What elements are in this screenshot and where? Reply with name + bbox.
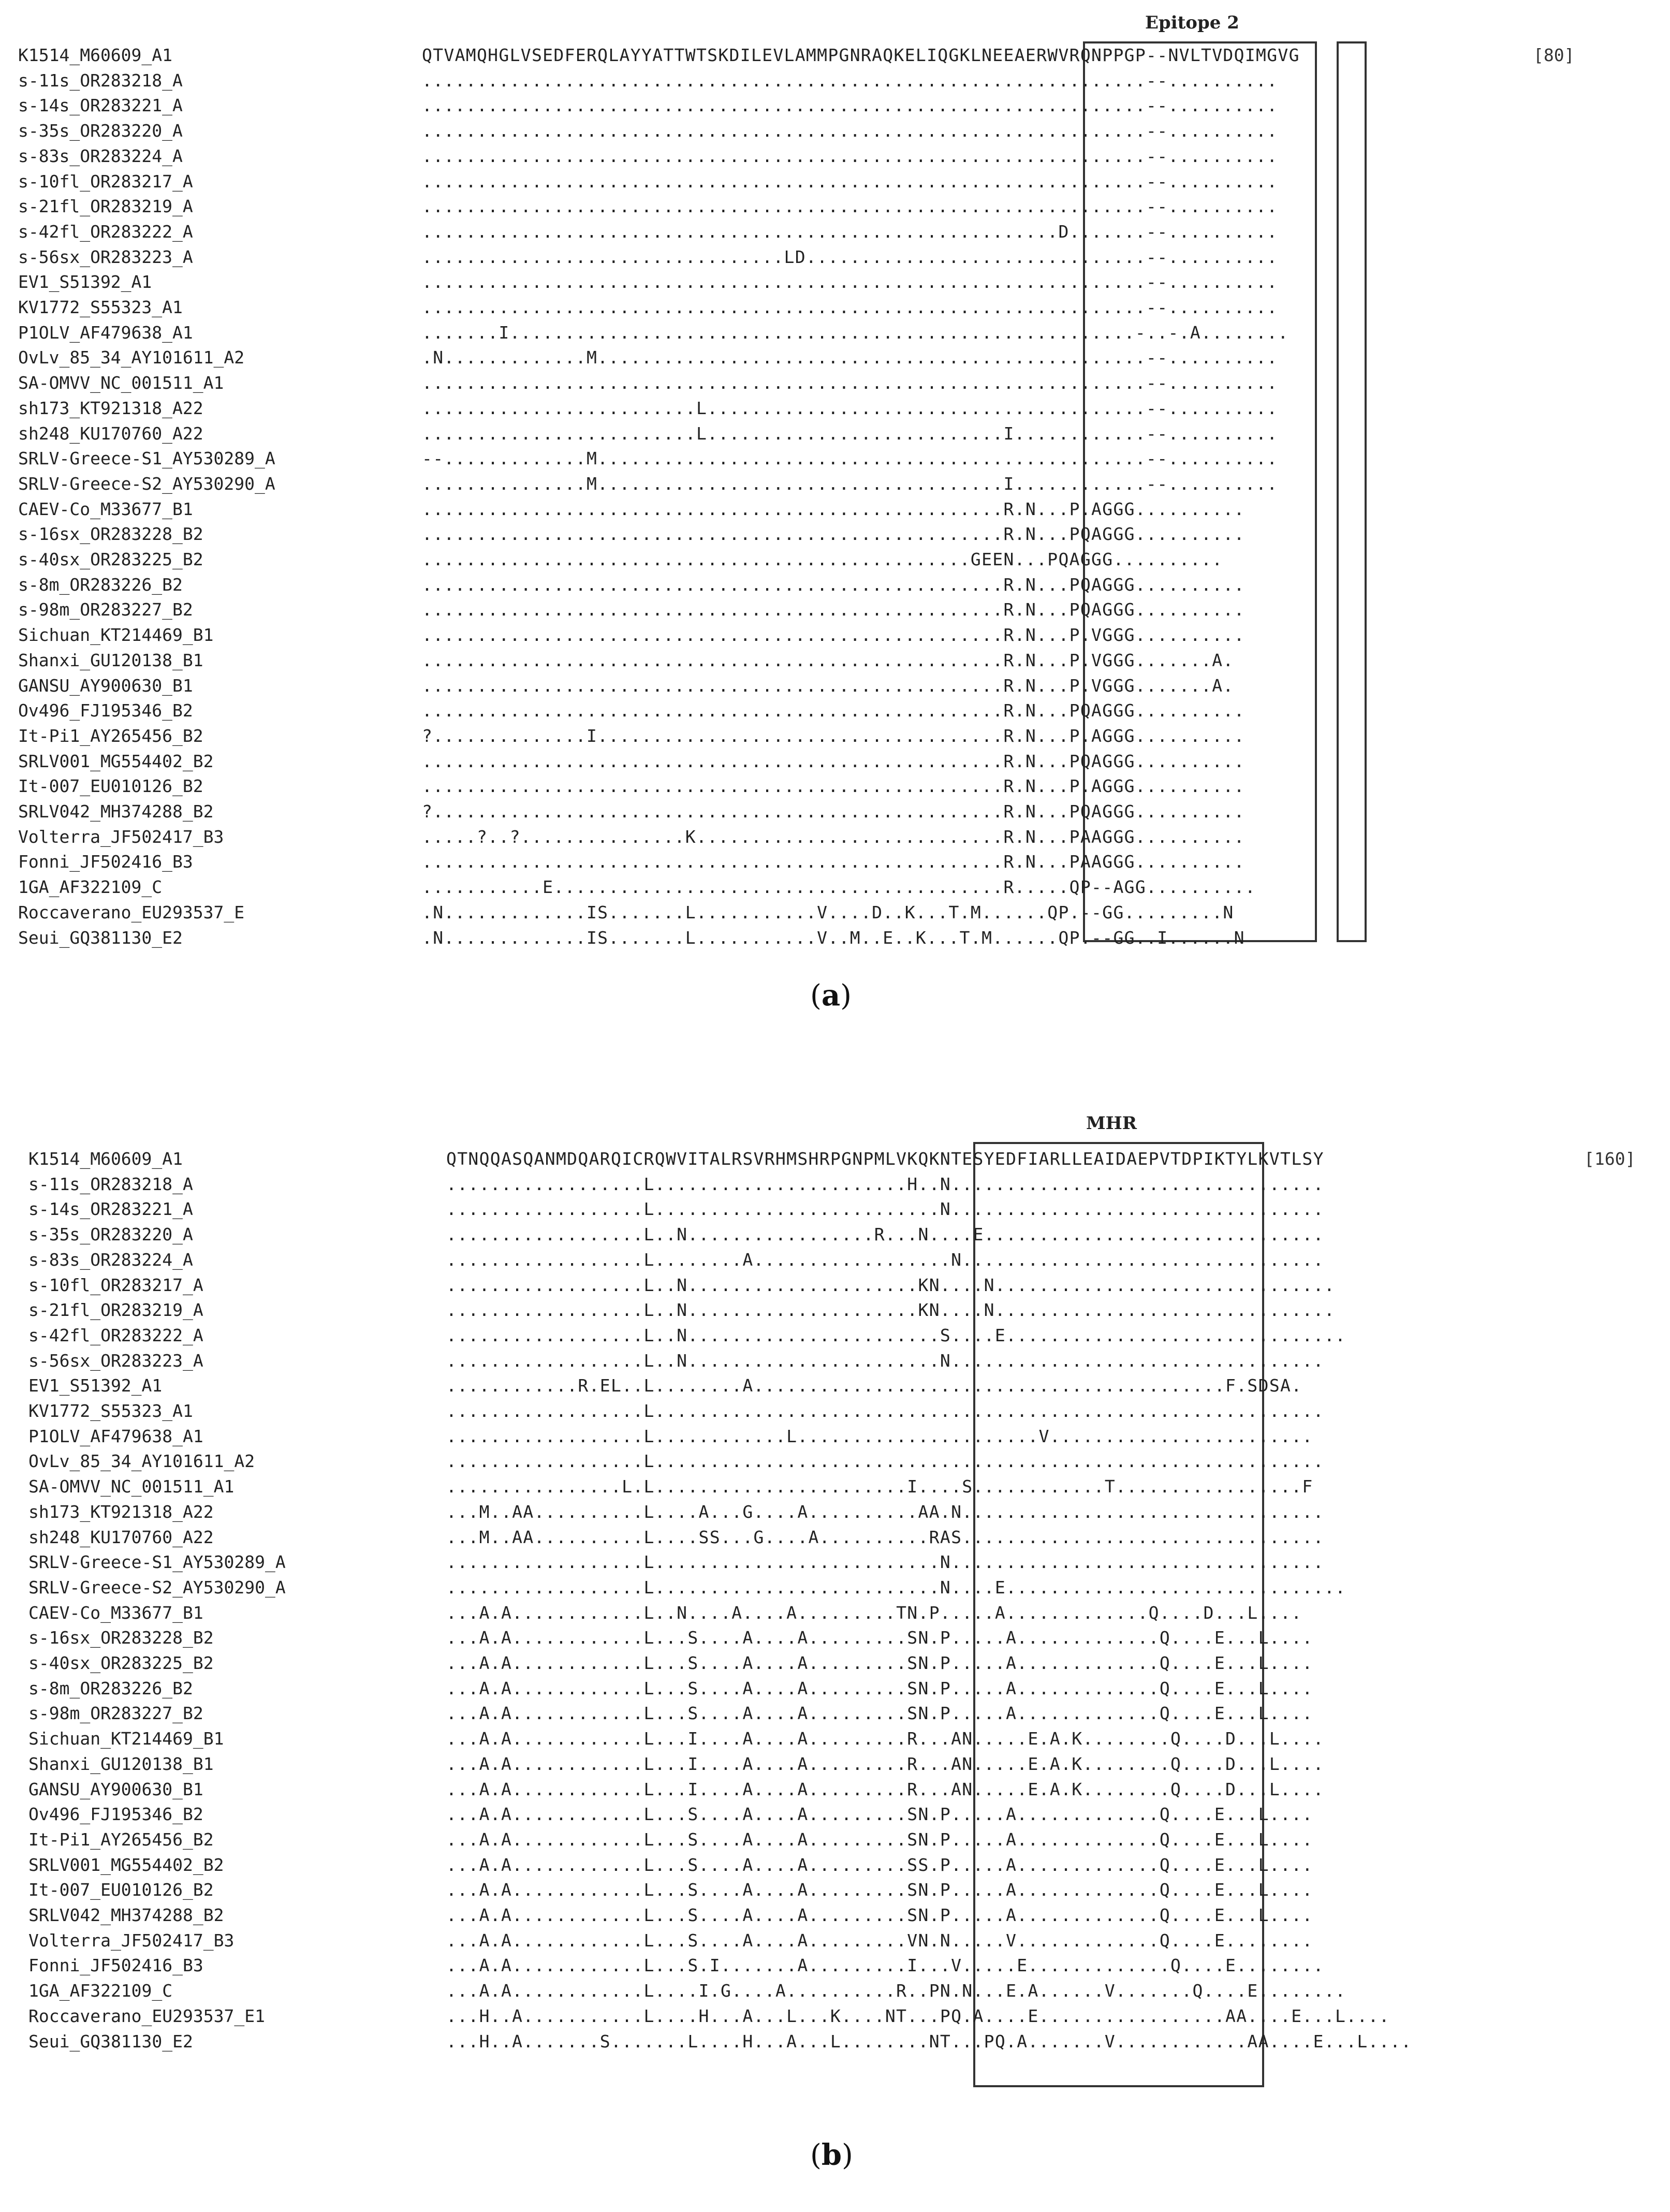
- sequence-name: s-35s_OR283220_A: [28, 1224, 193, 1244]
- sequence-residues: ...A.A............L...S....A....A.........SS.P.....A.............Q....E...L....: [446, 1855, 1313, 1875]
- panel-a: [0, 0, 1670, 1046]
- sequence-name: It-Pi1_AY265456_B2: [18, 726, 203, 746]
- sequence-residues: .....................................................R.N...P.VGGG..........: [422, 625, 1245, 645]
- sequence-name: s-16sx_OR283228_B2: [18, 524, 203, 544]
- sequence-name: s-42fl_OR283222_A: [18, 222, 193, 242]
- sequence-residues: .....................................................R.N...PQAGGG..........: [422, 599, 1245, 620]
- sequence-residues: ...A.A............L...S....A....A.........SN.P.....A.............Q....E...L....: [446, 1804, 1313, 1824]
- sequence-residues: ..................L..N.......................N..................................: [446, 1351, 1324, 1371]
- sequence-name: Seui_GQ381130_E2: [18, 928, 183, 948]
- caption-a: (a): [810, 978, 852, 1013]
- sequence-name: s-98m_OR283227_B2: [28, 1703, 203, 1723]
- sequence-name: sh173_KT921318_A22: [28, 1502, 214, 1522]
- sequence-residues: ...M..AA..........L....A...G....A..........AA.N.................................: [446, 1502, 1324, 1522]
- epitope-2-label: Epitope 2: [1145, 12, 1239, 33]
- epitope-2-box-secondary: [1337, 41, 1367, 942]
- sequence-name: s-10fl_OR283217_A: [28, 1275, 203, 1295]
- sequence-name: Shanxi_GU120138_B1: [28, 1754, 214, 1774]
- sequence-name: Sichuan_KT214469_B1: [18, 625, 214, 645]
- sequence-residues: ..................L..........................N..................................: [446, 1199, 1324, 1219]
- sequence-residues: ...H..A...........L....H...A...L...K....NT...PQ.A....E.................AA....E...L....: [446, 2006, 1390, 2026]
- sequence-name: s-21fl_OR283219_A: [18, 196, 193, 216]
- sequence-name: SRLV042_MH374288_B2: [28, 1905, 224, 1925]
- sequence-name: OvLv_85_34_AY101611_A2: [28, 1451, 255, 1471]
- sequence-residues: .........................L........................................--..........: [422, 398, 1278, 418]
- sequence-name: s-56sx_OR283223_A: [18, 247, 193, 267]
- sequence-residues: ..................................................................--..........: [422, 373, 1278, 393]
- sequence-name: SRLV-Greece-S2_AY530290_A: [28, 1577, 286, 1598]
- sequence-residues: QTVAMQHGLVSEDFERQLAYYATTWTSKDILEVLAMMPGNRAQKELIQGKLNEEAERWVRQNPPGP--NVLTVDQIMGVG: [422, 45, 1300, 65]
- sequence-residues: ...........E.........................................R.....QP--AGG..........: [422, 877, 1256, 897]
- sequence-name: K1514_M60609_A1: [18, 45, 173, 65]
- sequence-residues: ..................L.............................................................: [446, 1451, 1324, 1471]
- sequence-name: s-40sx_OR283225_B2: [28, 1653, 214, 1673]
- sequence-residues: ..................................................GEEN...PQAGGG..........: [422, 549, 1223, 569]
- sequence-name: s-56sx_OR283223_A: [28, 1351, 203, 1371]
- sequence-residues: ..................L..N.....................KN....N...............................: [446, 1300, 1336, 1320]
- sequence-residues: .....................................................R.N...P.VGGG.......A.: [422, 650, 1234, 670]
- sequence-name: SA-OMVV_NC_001511_A1: [18, 373, 224, 393]
- sequence-name: s-83s_OR283224_A: [28, 1250, 193, 1270]
- sequence-name: EV1_S51392_A1: [28, 1375, 163, 1396]
- sequence-residues: ..................................................................--..........: [422, 297, 1278, 317]
- range-label-a: [80]: [1533, 45, 1575, 65]
- sequence-residues: .....................................................R.N...PQAGGG..........: [422, 700, 1245, 721]
- sequence-name: Seui_GQ381130_E2: [28, 2031, 193, 2052]
- sequence-name: s-8m_OR283226_B2: [28, 1678, 193, 1698]
- sequence-residues: .......I.........................................................-..-.A........: [422, 323, 1289, 343]
- sequence-residues: .....................................................R.N...P.VGGG.......A.: [422, 676, 1234, 696]
- sequence-residues: ...A.A............L...S....A....A.........SN.P.....A.............Q....E...L....: [446, 1703, 1313, 1723]
- sequence-name: 1GA_AF322109_C: [18, 877, 163, 897]
- sequence-name: OvLv_85_34_AY101611_A2: [18, 347, 245, 368]
- sequence-residues: ...A.A............L...S....A....A.........SN.P.....A.............Q....E...L....: [446, 1678, 1313, 1698]
- sequence-residues: ...A.A............L...S....A....A.........SN.P.....A.............Q....E...L....: [446, 1628, 1313, 1648]
- sequence-name: s-14s_OR283221_A: [28, 1199, 193, 1219]
- sequence-name: CAEV-Co_M33677_B1: [18, 499, 193, 519]
- sequence-name: CAEV-Co_M33677_B1: [28, 1603, 203, 1623]
- sequence-residues: ..................L.............................................................: [446, 1401, 1324, 1421]
- sequence-name: s-8m_OR283226_B2: [18, 575, 183, 595]
- sequence-residues: ..................................................................--..........: [422, 95, 1278, 115]
- sequence-residues: .....................................................R.N...P.AGGG..........: [422, 776, 1245, 796]
- sequence-name: s-14s_OR283221_A: [18, 95, 183, 115]
- sequence-name: Ov496_FJ195346_B2: [28, 1804, 203, 1824]
- sequence-name: s-40sx_OR283225_B2: [18, 549, 203, 569]
- sequence-name: s-11s_OR283218_A: [28, 1174, 193, 1194]
- sequence-residues: ...H..A.......S.......L....H...A...L........NT...PQ.A.......V............AA....E...L....: [446, 2031, 1412, 2052]
- sequence-residues: ...A.A............L...I....A....A.........R...AN.....E.A.K........Q....D...L....: [446, 1754, 1324, 1774]
- sequence-residues: ..................................................................--..........: [422, 196, 1278, 216]
- sequence-residues: ...A.A............L...S....A....A.........VN.N.....V.............Q....E........: [446, 1930, 1313, 1951]
- sequence-name: Roccaverano_EU293537_E: [18, 902, 245, 922]
- sequence-name: GANSU_AY900630_B1: [28, 1779, 203, 1799]
- sequence-residues: ..................................................................--..........: [422, 146, 1278, 166]
- sequence-name: Roccaverano_EU293537_E1: [28, 2006, 265, 2026]
- sequence-residues: ...M..AA..........L....SS...G....A..........RAS.................................: [446, 1527, 1324, 1547]
- sequence-name: sh173_KT921318_A22: [18, 398, 203, 418]
- sequence-residues: ...A.A............L...S....A....A.........SN.P.....A.............Q....E...L....: [446, 1880, 1313, 1900]
- sequence-name: s-83s_OR283224_A: [18, 146, 183, 166]
- sequence-name: KV1772_S55323_A1: [28, 1401, 193, 1421]
- sequence-name: s-11s_OR283218_A: [18, 70, 183, 91]
- sequence-residues: ...A.A............L..N....A....A.........TN.P.....A.............Q....D...L....: [446, 1603, 1302, 1623]
- sequence-name: P1OLV_AF479638_A1: [18, 323, 193, 343]
- sequence-name: 1GA_AF322109_C: [28, 1981, 173, 2001]
- sequence-residues: ...A.A............L...I....A....A.........R...AN.....E.A.K........Q....D...L....: [446, 1779, 1324, 1799]
- sequence-name: Ov496_FJ195346_B2: [18, 700, 193, 721]
- sequence-residues: .....................................................R.N...PAAGGG..........: [422, 852, 1245, 872]
- panel-b: [0, 1066, 1670, 2212]
- sequence-name: SRLV042_MH374288_B2: [18, 801, 214, 822]
- sequence-residues: .................................LD...............................--..........: [422, 247, 1278, 267]
- sequence-name: s-35s_OR283220_A: [18, 121, 183, 141]
- sequence-residues: ?....................................................R.N...PQAGGG..........: [422, 801, 1245, 822]
- sequence-name: EV1_S51392_A1: [18, 272, 152, 292]
- sequence-residues: ................L.L.......................I....S............T.................F: [446, 1476, 1313, 1497]
- sequence-residues: ..................................................................--..........: [422, 70, 1278, 91]
- range-label-b: [160]: [1584, 1149, 1636, 1169]
- sequence-residues: ..........................................................D.......--..........: [422, 222, 1278, 242]
- sequence-name: KV1772_S55323_A1: [18, 297, 183, 317]
- mhr-label: MHR: [1086, 1113, 1137, 1134]
- sequence-residues: .N.............M..................................................--..........: [422, 347, 1278, 368]
- sequence-residues: QTNQQASQANMDQARQICRQWVITALRSVRHMSHRPGNPMLVKQKNTESYEDFIARLLEAIDAEPVTDPIKTYLKVTLSY: [446, 1149, 1324, 1169]
- sequence-residues: --.............M..................................................--..........: [422, 448, 1278, 468]
- sequence-residues: ............R.EL..L........A...........................................F.SDSA.: [446, 1375, 1302, 1396]
- sequence-residues: ..................L............L......................V........................: [446, 1426, 1313, 1446]
- sequence-residues: .N.............IS.......L...........V..M..E..K...T.M......QP.--GG..I......N: [422, 928, 1245, 948]
- sequence-residues: ..................L..N.......................S....E...............................: [446, 1325, 1346, 1345]
- sequence-residues: ...A.A............L...S....A....A.........SN.P.....A.............Q....E...L....: [446, 1829, 1313, 1850]
- sequence-residues: ..................L..N.................R...N....E...............................: [446, 1224, 1324, 1244]
- sequence-residues: .........................L...........................I............--..........: [422, 423, 1278, 444]
- sequence-name: It-007_EU010126_B2: [18, 776, 203, 796]
- sequence-name: GANSU_AY900630_B1: [18, 676, 193, 696]
- sequence-name: K1514_M60609_A1: [28, 1149, 183, 1169]
- sequence-residues: .....................................................R.N...PQAGGG..........: [422, 575, 1245, 595]
- sequence-name: Shanxi_GU120138_B1: [18, 650, 203, 670]
- sequence-name: It-007_EU010126_B2: [28, 1880, 214, 1900]
- sequence-residues: ..................................................................--..........: [422, 171, 1278, 192]
- sequence-residues: .N.............IS.......L...........V....D..K...T.M......QP.--GG.........N: [422, 902, 1234, 922]
- sequence-name: s-10fl_OR283217_A: [18, 171, 193, 192]
- sequence-name: Volterra_JF502417_B3: [18, 827, 224, 847]
- sequence-name: It-Pi1_AY265456_B2: [28, 1829, 214, 1850]
- sequence-name: s-21fl_OR283219_A: [28, 1300, 203, 1320]
- sequence-residues: ..................L..N.....................KN....N...............................: [446, 1275, 1336, 1295]
- sequence-name: sh248_KU170760_A22: [18, 423, 203, 444]
- sequence-residues: ...A.A............L...S....A....A.........SN.P.....A.............Q....E...L....: [446, 1653, 1313, 1673]
- caption-b: (b): [810, 2138, 853, 2172]
- sequence-name: Fonni_JF502416_B3: [28, 1955, 203, 1975]
- sequence-residues: ..................................................................--..........: [422, 272, 1278, 292]
- sequence-residues: .....?..?...............K............................R.N...PAAGGG..........: [422, 827, 1245, 847]
- sequence-residues: ..................L........A..................N.................................: [446, 1250, 1324, 1270]
- sequence-name: SRLV-Greece-S1_AY530289_A: [28, 1552, 286, 1572]
- sequence-name: Sichuan_KT214469_B1: [28, 1728, 224, 1749]
- sequence-residues: ?..............I.....................................R.N...P.AGGG..........: [422, 726, 1245, 746]
- sequence-name: s-98m_OR283227_B2: [18, 599, 193, 620]
- sequence-residues: .....................................................R.N...PQAGGG..........: [422, 751, 1245, 771]
- sequence-name: sh248_KU170760_A22: [28, 1527, 214, 1547]
- sequence-residues: ...A.A............L...S....A....A.........SN.P.....A.............Q....E...L....: [446, 1905, 1313, 1925]
- sequence-name: SRLV-Greece-S1_AY530289_A: [18, 448, 275, 468]
- sequence-residues: ..................L..........................N....E...............................: [446, 1577, 1346, 1598]
- sequence-name: P1OLV_AF479638_A1: [28, 1426, 203, 1446]
- sequence-residues: ...A.A............L...I....A....A.........R...AN.....E.A.K........Q....D...L....: [446, 1728, 1324, 1749]
- sequence-residues: ..................................................................--..........: [422, 121, 1278, 141]
- sequence-residues: ..................L.......................H..N..................................: [446, 1174, 1324, 1194]
- sequence-name: SA-OMVV_NC_001511_A1: [28, 1476, 235, 1497]
- sequence-name: Fonni_JF502416_B3: [18, 852, 193, 872]
- sequence-residues: ...............M.....................................I............--..........: [422, 474, 1278, 494]
- sequence-residues: ...A.A............L...S.I.......A.........I...V.....E.............Q....E........: [446, 1955, 1324, 1975]
- sequence-name: SRLV-Greece-S2_AY530290_A: [18, 474, 275, 494]
- sequence-name: SRLV001_MG554402_B2: [28, 1855, 224, 1875]
- sequence-residues: ...A.A............L....I.G....A..........R..PN.N...E.A......V.......Q....E........: [446, 1981, 1346, 2001]
- sequence-name: Volterra_JF502417_B3: [28, 1930, 235, 1951]
- sequence-residues: ..................L..........................N..................................: [446, 1552, 1324, 1572]
- sequence-residues: .....................................................R.N...PQAGGG..........: [422, 524, 1245, 544]
- sequence-name: s-42fl_OR283222_A: [28, 1325, 203, 1345]
- sequence-name: s-16sx_OR283228_B2: [28, 1628, 214, 1648]
- sequence-name: SRLV001_MG554402_B2: [18, 751, 214, 771]
- sequence-residues: .....................................................R.N...P.AGGG..........: [422, 499, 1245, 519]
